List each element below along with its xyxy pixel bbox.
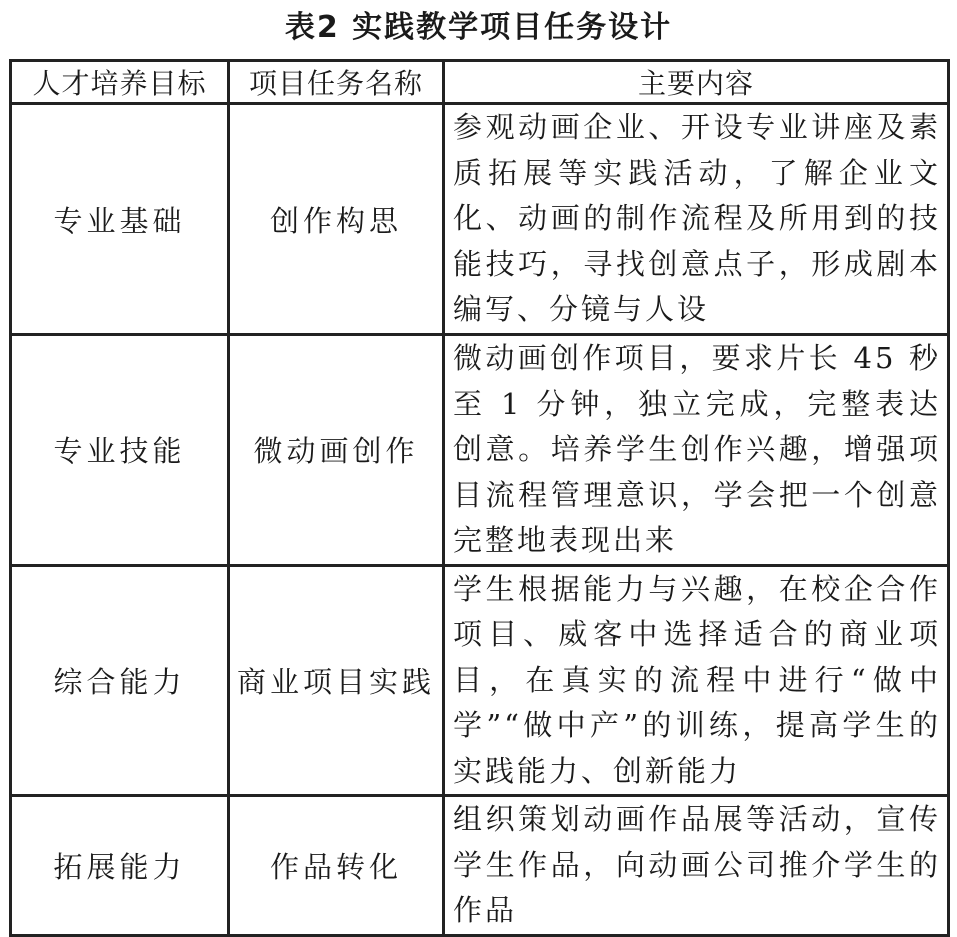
goal-cell: 专业技能	[11, 335, 229, 566]
table-row	[11, 104, 949, 335]
project-cell: 作品转化	[229, 796, 444, 936]
header-goal: 人才培养目标	[11, 61, 229, 104]
goal-cell: 拓展能力	[11, 796, 229, 936]
header-project: 项目任务名称	[229, 61, 444, 104]
table-row	[11, 565, 949, 796]
project-cell: 创作构思	[229, 104, 444, 335]
content-cell: 参观动画企业、开设专业讲座及素质拓展等实践活动，了解企业文化、动画的制作流程及所用到的技能技巧，寻找创意点子，形成剧本编写、分镜与人设	[444, 104, 949, 335]
content-cell: 微动画创作项目，要求片长 45 秒至 1 分钟，独立完成，完整表达创意。培养学生创作兴趣，增强项目流程管理意识，学会把一个创意完整地表现出来	[444, 335, 949, 566]
project-cell: 商业项目实践	[229, 565, 444, 796]
project-task-table	[9, 59, 950, 937]
content-cell: 学生根据能力与兴趣，在校企合作项目、威客中选择适合的商业项目，在真实的流程中进行“做中学”“做中产”的训练，提高学生的实践能力、创新能力	[444, 565, 949, 796]
content-cell: 组织策划动画作品展等活动，宣传学生作品，向动画公司推介学生的作品	[444, 796, 949, 936]
header-content: 主要内容	[444, 61, 949, 104]
goal-cell: 综合能力	[11, 565, 229, 796]
table-title: 表2 实践教学项目任务设计	[284, 10, 673, 45]
table-row	[11, 796, 949, 936]
goal-cell: 专业基础	[11, 104, 229, 335]
table-row	[11, 335, 949, 566]
project-cell: 微动画创作	[229, 335, 444, 566]
header-row	[11, 61, 949, 104]
